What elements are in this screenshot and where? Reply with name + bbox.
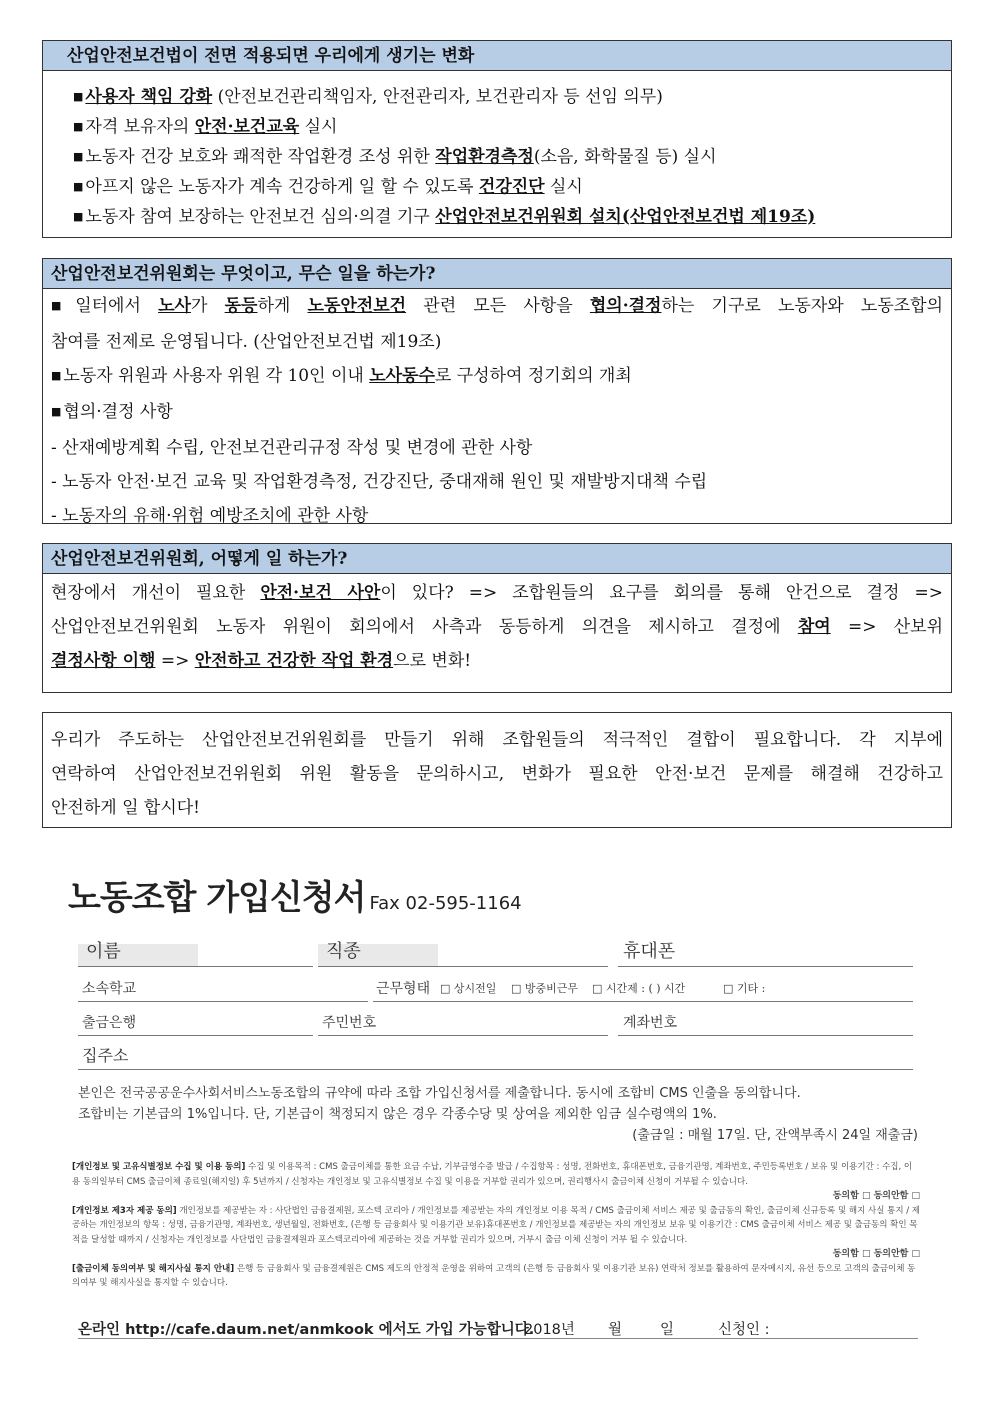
appeal-box: [42, 712, 952, 828]
worktype-vacation-checkbox[interactable]: □ 방중비근무: [511, 982, 579, 995]
privacy-section-2: [개인정보 제3자 제공 동의] 개인정보를 제공받는 자 : 사단법인 금융결제원, 포스텍 코리아 / 개인정보를 제공받는 자의 개인정보 이용 목적 / CMS 출금이체 서비스 제공 및 출금동의 확인, 출금이체 신규등록 및 해지 사실 통지 / 제공하는 개인정보의 항목 : 성명, 금융기관명, 계좌번호, 생년월일, 전화번호, (은행 등 금융회사 및 이용기관 보유)휴대폰번호 / 개인정보를 제공받는 자의 개인정보 보유 및 이용기간 : CMS 출금이체 서비스 제공 및 출금동의 확인 목적을 달성할 때까지 / 신청자는 개인정보를 사단법인 금융결제원과 포스텍코리아에 제공하는 것을 거부할 권리가 있으며, 거부시 출금 이체 신청이 거부 될 수 있습니다.: [72, 1205, 921, 1245]
phone-label: 휴대폰: [623, 941, 676, 962]
privacy-notice: [72, 1160, 920, 1291]
form-title: 노동조합 가입신청서 Fax 02-595-1164: [68, 878, 522, 918]
appeal-line-3: 안전하게 일 합시다!: [51, 798, 201, 818]
committee-para-1b: 참여를 전제로 운영됩니다. (산업안전보건법 제19조): [51, 332, 442, 352]
list-item: ■ 노동자 참여 보장하는 안전보건 심의·의결 기구 산업안전보건위원회 설치(산업안전보건법 제19조): [73, 203, 951, 233]
committee-box: [42, 258, 952, 524]
school-label: 소속학교: [82, 981, 137, 997]
process-box: [42, 543, 952, 693]
worktype-parttime-checkbox[interactable]: □ 시간제 : ( ) 시간: [592, 982, 686, 995]
footer-divider: [78, 1338, 918, 1339]
list-item: ■ 아프지 않은 노동자가 계속 건강하게 일 할 수 있도록 건강진단 실시: [73, 173, 951, 203]
online-signup-text: 온라인 http://cafe.daum.net/anmkook 에서도 가입 가능합니다.: [78, 1322, 535, 1338]
dash-item-3: - 노동자의 유해·위험 예방조치에 관한 사항: [51, 506, 369, 526]
dash-item-1: - 산재예방계획 수립, 안전보건관리규정 작성 및 변경에 관한 사항: [51, 438, 533, 458]
list-item: ■ 사용자 책임 강화 (안전보건관리책임자, 안전관리자, 보건관리자 등 선임 의무): [73, 83, 951, 113]
changes-box: [42, 40, 952, 238]
list-item: ■ 노동자 건강 보호와 쾌적한 작업환경 조성 위한 작업환경측정(소음, 화학물질 등) 실시: [73, 143, 951, 173]
privacy-section-3: [출금이체 동의여부 및 해지사실 통지 안내] 은행 등 금융회사 및 금융결제원은 CMS 제도의 안정적 운영을 위하여 고객의 (은행 등 금융회사 및 이용기관 보유) 연락처 정보를 활용하여 문자메시지, 유선 등으로 고객의 출금이체 동의여부 및 해지사실을 통지할 수 있습니다.: [72, 1263, 916, 1288]
form-row-4: [78, 1038, 923, 1070]
agreement-text: [78, 1083, 918, 1146]
appeal-line-1: 우리가 주도하는 산업안전보건위원회를 만들기 위해 조합원들의 적극적인 결합이 필요합니다. 각 지부에: [51, 730, 943, 750]
name-label: 이름: [86, 941, 121, 962]
appeal-line-2: 연락하여 산업안전보건위원회 위원 활동을 문의하시고, 변화가 필요한 안전·보건 문제를 해결해 건강하고: [51, 764, 943, 784]
worktype-fulltime-checkbox[interactable]: □ 상시전일: [440, 982, 497, 995]
bank-label: 출금은행: [82, 1015, 137, 1031]
job-label: 직종: [326, 941, 361, 962]
form-row-2: [78, 970, 923, 1002]
agreement-line-2: 조합비는 기본급의 1%입니다. 단, 기본급이 책정되지 않은 경우 각종수당 및 상여을 제외한 임금 실수령액의 1%.: [78, 1107, 717, 1122]
form-footer: [78, 1318, 918, 1339]
withdrawal-date: (출금일 : 매월 17일. 단, 잔액부족시 24일 재출금): [632, 1128, 918, 1143]
process-line-3: 결정사항 이행 => 안전하고 건강한 작업 환경으로 변화!: [51, 651, 472, 671]
consent-checkbox-1[interactable]: 동의함 □ 동의안함 □: [832, 1191, 920, 1201]
fax-number: Fax 02-595-1164: [369, 893, 522, 914]
form-row-1: [78, 935, 923, 967]
account-label: 계좌번호: [623, 1015, 678, 1031]
worktype-other-checkbox[interactable]: □ 기타 :: [723, 982, 766, 995]
privacy-section-1: [개인정보 및 고유식별정보 수집 및 이용 동의] 수집 및 이용목적 : CMS 출금이체를 통한 요금 수납, 기부금영수증 발급 / 수집항목 : 성명, 전화번호, 휴대폰번호, 금융기관명, 계좌번호, 주민등록번호 / 보유 및 이용기간 : 수집, 이용 동의일부터 CMS 출금이체 종료일(해지일) 후 5년까지 / 신청자는 개인정보 및 고유식별정보 수집 및 이용을 거부할 권리가 있으며, 권리행사시 출금이체 신청이 거부될 수 있습니다.: [72, 1162, 913, 1187]
process-title: 산업안전보건위원회, 어떻게 일 하는가?: [43, 544, 951, 574]
applicant-field: 신청인 :: [718, 1322, 770, 1338]
day-field: 일: [660, 1322, 675, 1338]
address-label: 집주소: [82, 1046, 129, 1065]
year-field: 2018년: [524, 1322, 575, 1338]
resident-number-label: 주민번호: [322, 1015, 377, 1031]
committee-title: 산업안전보건위원회는 무엇이고, 무슨 일을 하는가?: [43, 259, 951, 289]
changes-list: [43, 71, 951, 233]
list-item: ■ 자격 보유자의 안전·보건교육 실시: [73, 113, 951, 143]
worktype-label: 근무형태: [376, 981, 431, 997]
changes-title: 산업안전보건법이 전면 적용되면 우리에게 생기는 변화: [43, 41, 951, 71]
membership-form: [68, 870, 928, 919]
committee-para-2: ■ 노동자 위원과 사용자 위원 각 10인 이내 노사동수로 구성하여 정기회의 개최: [43, 359, 951, 395]
month-field: 월: [608, 1322, 623, 1338]
consent-checkbox-2[interactable]: 동의함 □ 동의안함 □: [832, 1249, 920, 1259]
committee-para-3: ■ 협의·결정 사항: [43, 395, 951, 431]
committee-para-1a: ■ 일터에서 노사가 동등하게 노동안전보건 관련 모든 사항을 협의·결정하는 기구로 노동자와 노동조합의: [43, 289, 951, 325]
agreement-line-1: 본인은 전국공공운수사회서비스노동조합의 규약에 따라 조합 가입신청서를 제출합니다. 동시에 조합비 CMS 인출을 동의합니다.: [78, 1086, 801, 1101]
process-line-2: 산업안전보건위원회 노동자 위원이 회의에서 사측과 동등하게 의견을 제시하고 결정에 참여 => 산보위: [51, 617, 944, 637]
process-line-1: 현장에서 개선이 필요한 안전·보건 사안이 있다? => 조합원들의 요구를 회의를 통해 안건으로 결정 =>: [51, 583, 943, 603]
form-row-3: [78, 1004, 923, 1036]
dash-item-2: - 노동자 안전·보건 교육 및 작업환경측정, 건강진단, 중대재해 원인 및 재발방지대책 수립: [51, 472, 708, 492]
